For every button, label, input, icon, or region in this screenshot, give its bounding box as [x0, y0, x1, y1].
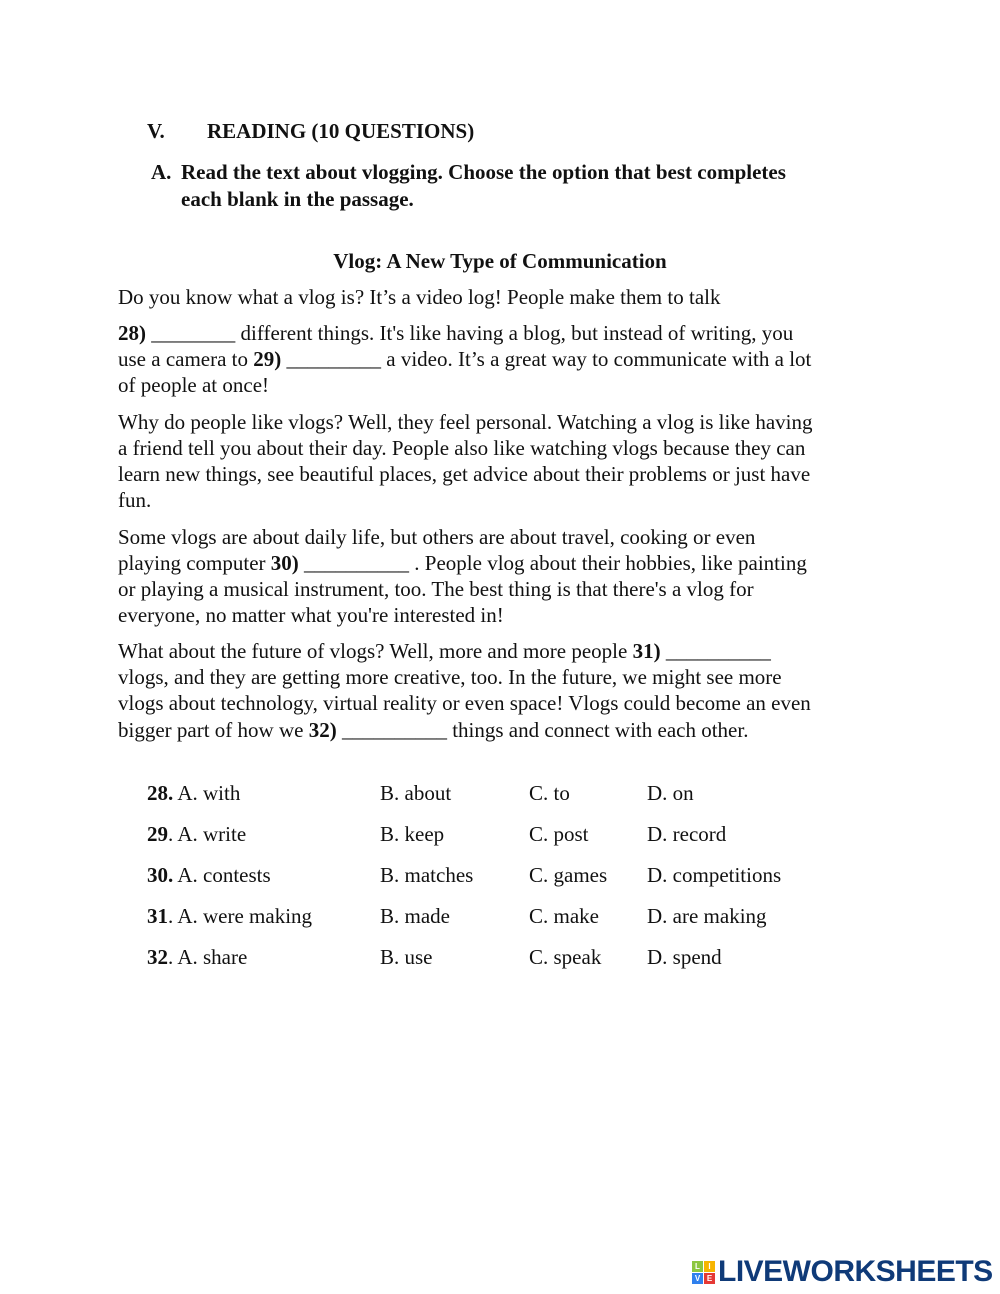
- question-32-option-a[interactable]: [147, 944, 247, 970]
- passage-text: Why do people like vlogs? Well, they feel personal. Watching a vlog is like having: [118, 410, 813, 434]
- passage-text: Some vlogs are about daily life, but others are about travel, cooking or even: [118, 525, 756, 549]
- instruction-line-1: Read the text about vlogging. Choose the option that best completes: [181, 160, 786, 184]
- passage-text: playing computer: [118, 551, 271, 575]
- section-title: READING (10 QUESTIONS): [207, 119, 475, 143]
- blank-number: 29): [253, 347, 282, 371]
- passage-title: Vlog: A New Type of Communication: [333, 249, 667, 273]
- question-30-option-d[interactable]: D. competitions: [647, 863, 782, 887]
- blank-number: 28): [118, 321, 146, 345]
- question-31-option-a[interactable]: [147, 903, 312, 929]
- option-label: . A. were making: [168, 904, 313, 928]
- question-30-option-a[interactable]: [147, 862, 271, 888]
- passage-line: [118, 487, 151, 513]
- passage-line: [118, 435, 805, 461]
- passage-text: vlogs about technology, virtual reality or even space! Vlogs could become an even: [118, 691, 811, 715]
- passage-text: use a camera to: [118, 347, 254, 371]
- passage-line: [118, 524, 755, 550]
- logo-tile: L: [692, 1261, 703, 1272]
- question-28-option-a[interactable]: [147, 780, 240, 806]
- passage-text: fun.: [118, 488, 152, 512]
- passage-text: Do you know what a vlog is? It’s a video log! People make them to talk: [118, 285, 721, 309]
- passage-line: [118, 664, 782, 690]
- passage-line: [118, 320, 793, 346]
- passage-line: [118, 372, 269, 398]
- passage-line: [118, 409, 813, 435]
- question-28-option-b[interactable]: B. about: [380, 781, 452, 805]
- option-label: . A. share: [168, 945, 248, 969]
- question-32-option-b[interactable]: B. use: [380, 945, 433, 969]
- option-label: A. contests: [173, 863, 271, 887]
- blank-number: 30): [270, 551, 299, 575]
- question-31-option-d[interactable]: D. are making: [647, 904, 767, 928]
- passage-line: [118, 461, 810, 487]
- passage-line: [118, 602, 504, 628]
- passage-line: [118, 717, 748, 743]
- instruction-letter: A.: [151, 160, 172, 184]
- passage-text: a friend tell you about their day. People also like watching vlogs because they can: [118, 436, 806, 460]
- question-29-option-b[interactable]: B. keep: [380, 822, 445, 846]
- passage-text: or playing a musical instrument, too. The best thing is that there's a vlog for: [118, 577, 754, 601]
- passage-line: [118, 346, 811, 372]
- passage-text: everyone, no matter what you're interested in!: [118, 603, 504, 627]
- passage-text: What about the future of vlogs? Well, more and more people: [118, 639, 633, 663]
- passage-line: [118, 576, 754, 602]
- logo-tiles: [692, 1261, 715, 1284]
- question-29-option-d[interactable]: D. record: [647, 822, 727, 846]
- passage-text: learn new things, see beautiful places, get advice about their problems or just have: [118, 462, 811, 486]
- passage-line: [118, 284, 720, 310]
- question-number: 29: [147, 822, 168, 846]
- question-30-option-b[interactable]: B. matches: [380, 863, 474, 887]
- question-30-option-c[interactable]: C. games: [529, 863, 608, 887]
- question-32-option-c[interactable]: C. speak: [529, 945, 602, 969]
- question-number: 28.: [147, 781, 174, 805]
- question-number: 32: [147, 945, 168, 969]
- option-label: . A. write: [168, 822, 247, 846]
- passage-text: __________ things and connect with each other.: [336, 718, 749, 742]
- question-28-option-c[interactable]: C. to: [529, 781, 570, 805]
- question-32-option-d[interactable]: D. spend: [647, 945, 722, 969]
- question-29-option-c[interactable]: C. post: [529, 822, 589, 846]
- passage-text: __________ . People vlog about their hobbies, like painting: [298, 551, 807, 575]
- passage-line: [118, 690, 811, 716]
- passage-text: ________ different things. It's like having a blog, but instead of writing, you: [146, 321, 794, 345]
- passage-text: __________: [660, 639, 771, 663]
- logo-tile: V: [692, 1273, 703, 1284]
- passage-line: [118, 638, 771, 664]
- logo-text: LIVEWORKSHEETS: [718, 1255, 993, 1288]
- option-label: A. with: [173, 781, 241, 805]
- blank-number: 32): [308, 718, 337, 742]
- question-31-option-c[interactable]: C. make: [529, 904, 599, 928]
- question-31-option-b[interactable]: B. made: [380, 904, 450, 928]
- question-number: 30.: [147, 863, 174, 887]
- section-number: V.: [147, 119, 165, 143]
- logo-tile: E: [704, 1273, 715, 1284]
- passage-text: of people at once!: [118, 373, 270, 397]
- blank-number: 31): [632, 639, 661, 663]
- instruction-line-2: each blank in the passage.: [181, 187, 414, 211]
- passage-text: _________ a video. It’s a great way to communicate with a lot: [281, 347, 812, 371]
- liveworksheets-logo: [692, 1255, 993, 1289]
- question-29-option-a[interactable]: [147, 821, 246, 847]
- passage-line: [118, 550, 807, 576]
- question-28-option-d[interactable]: D. on: [647, 781, 694, 805]
- passage-text: bigger part of how we: [118, 718, 309, 742]
- passage-text: vlogs, and they are getting more creative, too. In the future, we might see more: [118, 665, 782, 689]
- logo-tile: I: [704, 1261, 715, 1272]
- question-number: 31: [147, 904, 168, 928]
